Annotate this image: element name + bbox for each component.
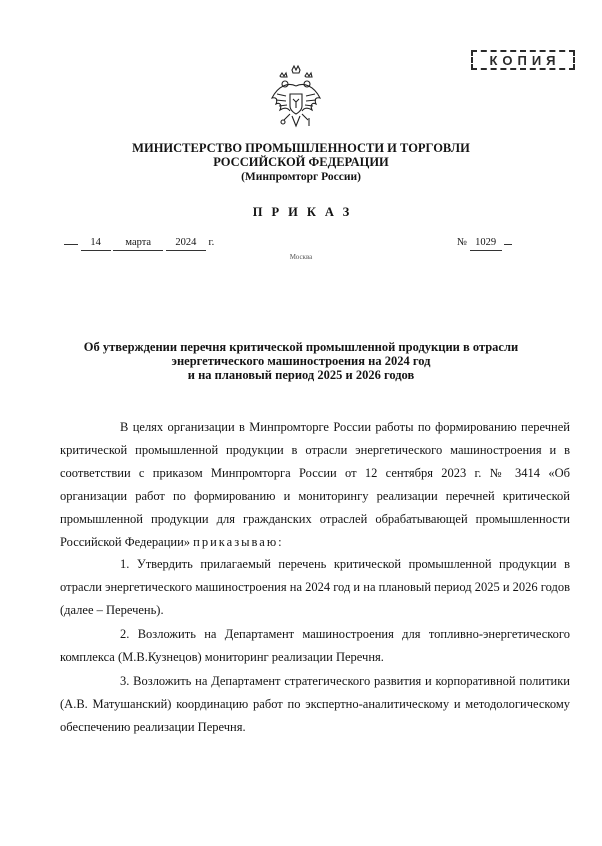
city-name: Москва (289, 253, 313, 261)
order-title-line1: Об утверждении перечня критической промышленной продукции в отрасли (83, 340, 519, 354)
date-day: 14 (81, 236, 111, 251)
preamble-text: В целях организации в Минпромторге России работы по формированию перечней критической промышленной продукции в отрасли энергетического машиностроения и в соответствии с приказом Минпромторга России от 12 сентября 2023 г. № 3414 «Об организации работ по формированию и мониторингу реализации перечней критической промышленной продукции для гражданских отраслей обрабатывающей промышленности Российской Федерации» (60, 420, 570, 549)
date-blank-leading (64, 244, 78, 245)
order-number-value: 1029 (470, 236, 502, 251)
order-date (64, 236, 214, 251)
copy-stamp-label: КОПИЯ (489, 52, 561, 68)
org-short-name: (Минпромторг России) (241, 171, 361, 183)
date-month: марта (113, 236, 163, 251)
order-title-line3: и на плановый период 2025 и 2026 годов (187, 368, 415, 382)
coat-of-arms-icon (268, 64, 324, 134)
org-name-line2: РОССИЙСКОЙ ФЕДЕРАЦИИ (213, 155, 389, 169)
document-type-heading: ПРИКАЗ (252, 205, 359, 219)
copy-stamp (471, 50, 575, 70)
order-number-blank (504, 244, 512, 245)
org-name-line1: МИНИСТЕРСТВО ПРОМЫШЛЕННОСТИ И ТОРГОВЛИ (132, 141, 470, 155)
preamble-paragraph (60, 416, 570, 554)
order-title-line2: энергетического машиностроения на 2024 год (171, 354, 431, 368)
order-number (457, 236, 512, 251)
order-verb: приказываю: (193, 535, 284, 549)
order-number-label: № (457, 237, 468, 248)
clause-1: 1. Утвердить прилагаемый перечень критической промышленной продукции в отрасли энергетического машиностроения на 2024 год и на плановый период 2025 и 2026 годов (далее – Перечень). (60, 557, 570, 617)
date-year-suffix: г. (208, 237, 215, 248)
clause-3: 3. Возложить на Департамент стратегического развития и корпоративной политики (А.В. Матушанский) координацию работ по экспертно-аналитическому и методологическому обеспечению реализации Перечня. (60, 674, 570, 734)
date-year: 2024 (166, 236, 206, 251)
clause-2: 2. Возложить на Департамент машиностроения для топливно-энергетического комплекса (М.В.Кузнецов) мониторинг реализации Перечня. (60, 627, 570, 664)
